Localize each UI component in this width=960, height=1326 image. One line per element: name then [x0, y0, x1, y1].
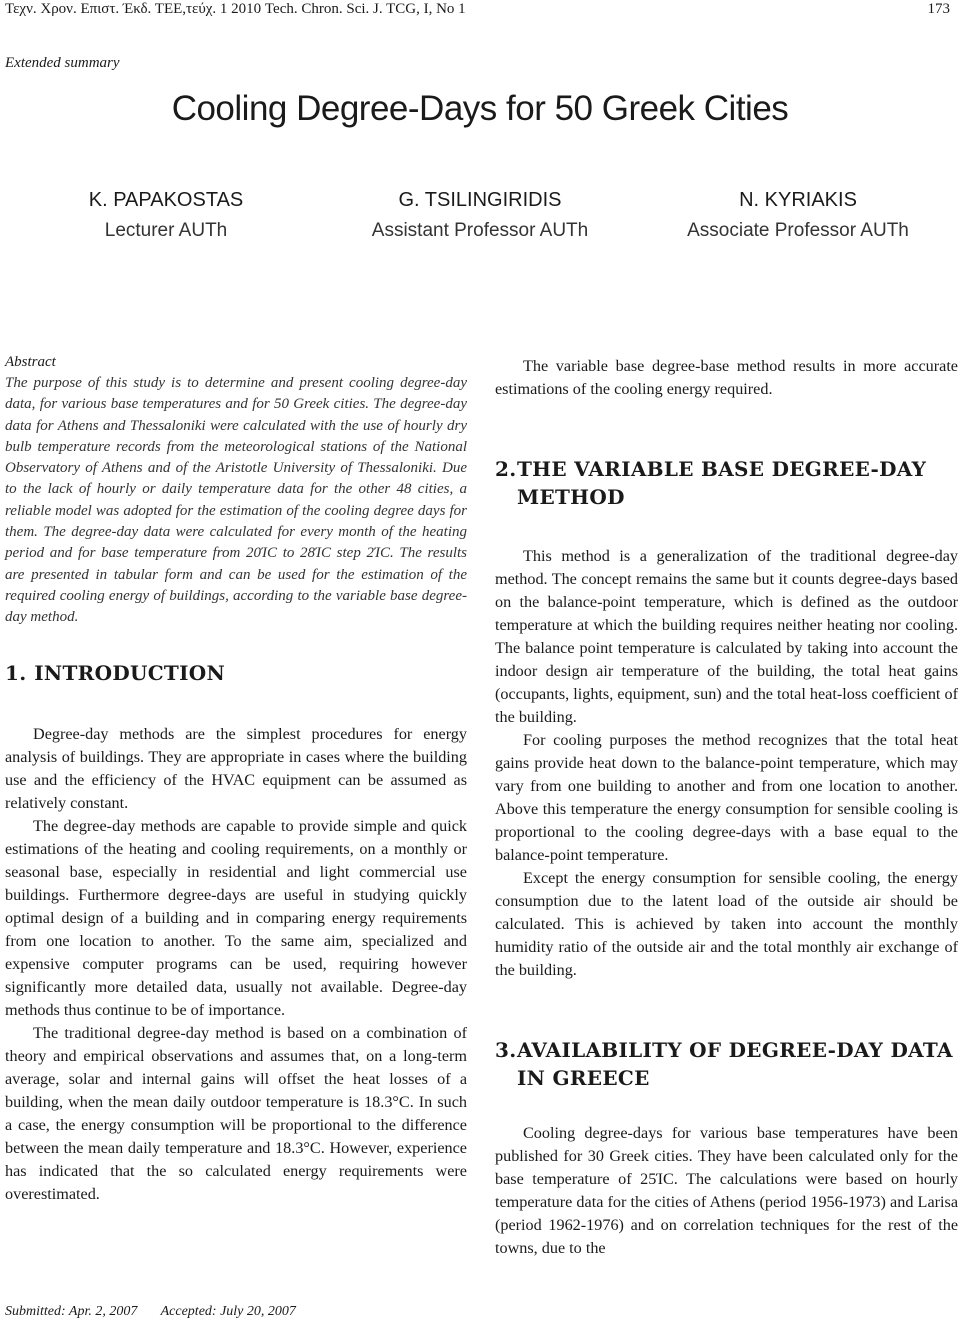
abstract-label: Abstract	[5, 354, 56, 370]
section-number: 1.	[5, 660, 27, 685]
availability-paragraph-1: Cooling degree-days for various base temperatures have been published for 30 Greek cities. They have been calculated only for the base temperature of 25ΊC. The calculations were based on hourly temperature data for the cities of Athens (period 1956-1973) and Larisa (period 1962-1976) and on correlation techniques for the rest of the towns, due to the	[495, 1124, 958, 1257]
page-number: 173	[927, 1, 950, 17]
accepted-date: Accepted: July 20, 2007	[160, 1304, 296, 1319]
author-1	[16, 186, 316, 246]
section-number: 3.	[495, 1038, 517, 1062]
author-2	[330, 186, 630, 246]
paper-title: Cooling Degree-Days for 50 Greek Cities	[171, 89, 789, 128]
section-title-line-1: AVAILABILITY OF DEGREE-DAY DATA	[517, 1038, 953, 1062]
intro-paragraph-2: The degree-day methods are capable to provide simple and quick estimations of the heating and cooling requirements, on a monthly or seasonal base, especially in residential and light commercial use buildings. Furthermore degree-days are useful in studying quickly optimal design of a building and in comparing energy requirements from one location to another. To the same aim, specialized and expensive computer programs can be used, requiring however significantly more detailed data, usually not available. Degree-day methods thus continue to be of importance.	[5, 816, 467, 1019]
method-paragraph-3: Except the energy consumption for sensible cooling, the energy consumption due to the latent load of the outside air should be calculated. This is achieved by taken into account the monthly humidity ratio of the outside air and the total monthly air exchange of the building.	[495, 869, 958, 979]
right-column	[495, 355, 958, 1260]
author-name: K. PAPAKOSTAS	[88, 189, 244, 211]
section-3-heading	[495, 1036, 958, 1092]
author-name: N. KYRIAKIS	[739, 189, 857, 211]
running-head	[5, 0, 955, 18]
right-intro-paragraph: The variable base degree-base method results in more accurate estimations of the cooling energy required.	[495, 357, 958, 398]
left-column	[5, 352, 467, 1206]
author-affiliation: Associate Professor AUTh	[687, 220, 909, 241]
author-affiliation: Assistant Professor AUTh	[371, 220, 589, 241]
article-type-label: Extended summary	[5, 55, 120, 71]
section-title-line-1: THE VARIABLE BASE DEGREE-DAY	[517, 457, 927, 481]
section-number: 2.	[495, 457, 517, 481]
method-paragraph-1: This method is a generalization of the traditional degree-day method. The concept remains the same but it counts degree-days based on the balance-point temperature, which is defined as the outdoor temperature at which the building requires neither heating nor cooling. The balance point temperature is calculated by taking into account the indoor design air temperature of the building, the total heat gains (occupants, lights, equipment, sun) and the total heat-loss coefficient of the building.	[495, 547, 958, 726]
section-title: INTRODUCTION	[34, 660, 226, 685]
submission-dates	[5, 1304, 316, 1320]
author-affiliation: Lecturer AUTh	[104, 220, 228, 241]
submitted-date: Submitted: Apr. 2, 2007	[5, 1304, 138, 1319]
intro-paragraph-1: Degree-day methods are the simplest procedures for energy analysis of buildings. They are appropriate in cases where the building use and the efficiency of the HVAC equipment can be assumed as relatively constant.	[5, 724, 467, 812]
abstract-text: The purpose of this study is to determine and present cooling degree-day data, for various base temperatures and for 50 Greek cities. The degree-day data for Athens and Thessaloniki were calculated with the use of hourly dry bulb temperature records from the meteorological stations of the National Observatory of Athens and of the Aristotle University of Thessaloniki. Due to the lack of hourly or daily temperature data for the other 48 cities, a reliable model was adopted for the estimation of the cooling degree days for them. The degree-day data were calculated for every month of the heating period and for base temperature from 20ΊC to 28ΊC step 2ΊC. The results are presented in tabular form and can be used for the estimation of the required cooling energy of buildings, according to the variable base degree-day method.	[5, 375, 467, 626]
section-2-heading	[495, 455, 958, 511]
author-name: G. TSILINGIRIDIS	[398, 189, 562, 211]
author-3	[648, 186, 948, 246]
journal-citation: Τεχν. Χρον. Επιστ. Έκδ. ΤΕΕ,τεύχ. 1 2010 Tech. Chron. Sci. J. TCG, I, No 1	[5, 1, 466, 17]
intro-paragraph-3: The traditional degree-day method is based on a combination of theory and empirical observations and assumes that, on a long-term average, solar and internal gains will offset the heat losses of a building, when the mean daily outdoor temperature is 18.3°C. In such a case, the energy consumption will be proportional to the difference between the mean daily temperature and 18.3°C. However, experience has indicated that the so calculated energy requirements were overestimated.	[5, 1023, 467, 1203]
section-title-line-2: IN GREECE	[517, 1066, 650, 1090]
method-paragraph-2: For cooling purposes the method recognizes that the total heat gains provide heat down to the balance-point temperature, which may vary from one building to another and from one location to another. Above this temperature the energy consumption for sensible cooling is proportional to the cooling degree-days with a base equal to the balance-point temperature.	[495, 731, 958, 864]
section-1-heading	[5, 659, 467, 687]
section-title-line-2: METHOD	[517, 485, 625, 509]
